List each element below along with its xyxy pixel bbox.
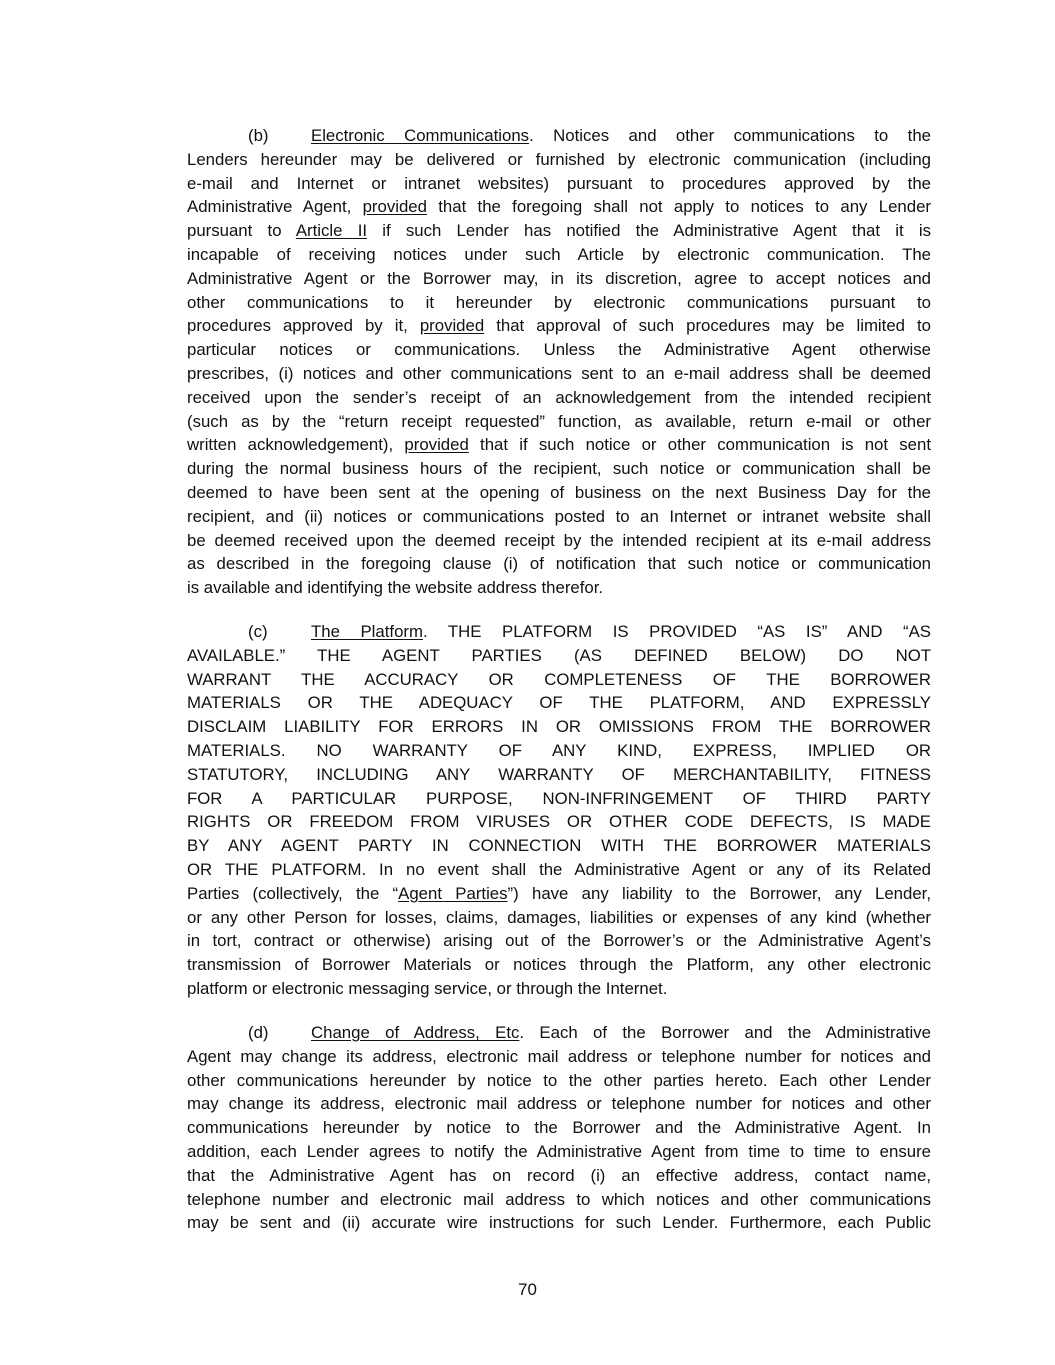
- text-line: [187, 362, 931, 386]
- text-run: MATERIALS OR THE ADEQUACY OF THE PLATFORM, AND EXPRESSLY: [187, 693, 931, 713]
- text-run: BY ANY AGENT PARTY IN CONNECTION WITH THE BORROWER MATERIALS: [187, 836, 931, 856]
- text-line: [187, 291, 931, 315]
- text-line: [187, 858, 931, 882]
- text-line: [187, 457, 931, 481]
- text-run: if such Lender has notified the Administrative Agent that it is: [367, 221, 931, 241]
- text-run: pursuant to: [187, 221, 296, 241]
- text-line: [187, 433, 931, 457]
- text-run: particular notices or communications. Unless the Administrative Agent otherwise: [187, 340, 931, 360]
- text-run: ”) have any liability to the Borrower, any Lender,: [507, 883, 931, 903]
- text-line: [187, 763, 931, 787]
- text-line: [187, 691, 931, 715]
- text-line: [187, 977, 931, 1001]
- text-run: communications hereunder by notice to the Borrower and the Administrative Agent. In: [187, 1118, 931, 1138]
- underlined-term: Agent Parties: [398, 883, 508, 903]
- text-run: may change its address, electronic mail address or telephone number for notices and other: [187, 1094, 931, 1114]
- text-line: [187, 834, 931, 858]
- text-line: [187, 552, 931, 576]
- text-line: [187, 243, 931, 267]
- text-line: [187, 1116, 931, 1140]
- text-run: transmission of Borrower Materials or notices through the Platform, any other electronic: [187, 955, 931, 975]
- text-run: Administrative Agent or the Borrower may, in its discretion, agree to accept notices and: [187, 268, 931, 288]
- text-run: Administrative Agent,: [187, 197, 363, 217]
- text-run: procedures approved by it,: [187, 316, 420, 336]
- text-run: other communications to it hereunder by electronic communications pursuant to: [187, 292, 931, 312]
- underlined-term: provided: [419, 316, 485, 336]
- text-run: AVAILABLE.” THE AGENT PARTIES (AS DEFINED BELOW) DO NOT: [187, 645, 931, 665]
- text-line: [187, 267, 931, 291]
- text-line: [187, 410, 931, 434]
- underlined-term: provided: [362, 197, 427, 217]
- text-run: MATERIALS. NO WARRANTY OF ANY KIND, EXPRESS, IMPLIED OR: [187, 740, 931, 760]
- text-line: [187, 1140, 931, 1164]
- text-line: [187, 338, 931, 362]
- text-line: [187, 1021, 931, 1045]
- section-label: (d): [248, 1023, 269, 1042]
- text-run: Agent may change its address, electronic mail address or telephone number for notices and: [187, 1046, 931, 1066]
- text-line: [187, 195, 931, 219]
- text-run: . Notices and other communications to the: [529, 126, 931, 145]
- text-line: [187, 810, 931, 834]
- text-run: (such as by the “return receipt requested” function, as available, return e-mail or other: [187, 411, 931, 431]
- text-line: [187, 644, 931, 668]
- text-run: in tort, contract or otherwise) arising out of the Borrower’s or the Administrative Agent’s: [187, 931, 931, 951]
- text-line: [187, 1069, 931, 1093]
- text-run: is available and identifying the website address therefor.: [187, 578, 604, 598]
- underlined-term: Electronic Communications: [311, 126, 530, 145]
- text-run: may be sent and (ii) accurate wire instructions for such Lender. Furthermore, each Public: [187, 1213, 931, 1233]
- text-run: that approval of such procedures may be limited to: [484, 316, 931, 336]
- text-line: [187, 739, 931, 763]
- text-run: as described in the foregoing clause (i) of notification that such notice or communication: [187, 554, 931, 574]
- text-run: Parties (collectively, the “: [187, 883, 399, 903]
- text-line: [187, 882, 931, 906]
- text-line: [187, 906, 931, 930]
- text-run: that if such notice or other communication is not sent: [468, 435, 931, 455]
- paragraph-d-change-of-address: [187, 1021, 931, 1235]
- text-run: that the foregoing shall not apply to notices to any Lender: [426, 197, 931, 217]
- underlined-term: Change of Address, Etc: [311, 1023, 520, 1042]
- text-line: [187, 1164, 931, 1188]
- text-line: [187, 620, 931, 644]
- text-line: [187, 172, 931, 196]
- underlined-term: Article II: [295, 221, 368, 241]
- text-run: recipient, and (ii) notices or communications posted to an Internet or intranet website shall: [187, 506, 931, 526]
- text-line: [187, 1045, 931, 1069]
- text-line: [187, 1211, 931, 1235]
- text-run: OR THE PLATFORM. In no event shall the Administrative Agent or any of its Related: [187, 859, 931, 879]
- text-line: [187, 715, 931, 739]
- section-label: (b): [248, 126, 269, 145]
- text-run: received upon the sender’s receipt of an acknowledgement from the intended recipient: [187, 387, 931, 407]
- text-run: be deemed received upon the deemed receipt by the intended recipient at its e-mail address: [187, 530, 931, 550]
- text-run: incapable of receiving notices under such Article by electronic communication. The: [187, 244, 931, 264]
- text-run: deemed to have been sent at the opening of business on the next Business Day for the: [187, 482, 931, 502]
- text-run: e-mail and Internet or intranet websites) pursuant to procedures approved by the: [187, 173, 931, 193]
- text-run: . THE PLATFORM IS PROVIDED “AS IS” AND “AS: [422, 622, 931, 641]
- text-run: during the normal business hours of the recipient, such notice or communication shall be: [187, 459, 931, 479]
- text-run: telephone number and electronic mail address to which notices and other communications: [187, 1189, 931, 1209]
- text-line: [187, 1188, 931, 1212]
- text-line: [187, 505, 931, 529]
- text-run: that the Administrative Agent has on record (i) an effective address, contact name,: [187, 1165, 931, 1185]
- text-run: other communications hereunder by notice to the other parties hereto. Each other Lender: [187, 1070, 931, 1090]
- text-line: [187, 929, 931, 953]
- section-label: (c): [248, 622, 268, 641]
- text-line: [187, 124, 931, 148]
- text-line: [187, 953, 931, 977]
- text-line: [187, 576, 931, 600]
- page-number: 70: [518, 1280, 537, 1299]
- text-run: RIGHTS OR FREEDOM FROM VIRUSES OR OTHER CODE DEFECTS, IS MADE: [187, 812, 931, 832]
- text-line: [187, 219, 931, 243]
- text-run: or any other Person for losses, claims, damages, liabilities or expenses of any kind (whether: [187, 907, 931, 927]
- text-line: [187, 529, 931, 553]
- text-run: FOR A PARTICULAR PURPOSE, NON-INFRINGEMENT OF THIRD PARTY: [187, 788, 931, 808]
- underlined-term: The Platform: [311, 622, 423, 641]
- text-run: platform or electronic messaging service, or through the Internet.: [187, 978, 668, 998]
- text-run: . Each of the Borrower and the Administrative: [519, 1023, 931, 1042]
- text-run: DISCLAIM LIABILITY FOR ERRORS IN OR OMISSIONS FROM THE BORROWER: [187, 717, 931, 737]
- text-line: [187, 148, 931, 172]
- text-run: Lenders hereunder may be delivered or furnished by electronic communication (including: [187, 149, 931, 169]
- text-line: [187, 314, 931, 338]
- text-line: [187, 1092, 931, 1116]
- text-line: [187, 668, 931, 692]
- text-run: WARRANT THE ACCURACY OR COMPLETENESS OF THE BORROWER: [187, 669, 931, 689]
- text-run: addition, each Lender agrees to notify the Administrative Agent from time to time to ensure: [187, 1141, 931, 1161]
- text-line: [187, 481, 931, 505]
- text-line: [187, 386, 931, 410]
- paragraph-c-the-platform: [187, 620, 931, 1001]
- text-line: [187, 787, 931, 811]
- text-run: written acknowledgement),: [187, 435, 405, 455]
- text-run: prescribes, (i) notices and other communications sent to an e-mail address shall be deemed: [187, 363, 931, 383]
- paragraph-b-electronic-communications: [187, 124, 931, 600]
- underlined-term: provided: [404, 435, 469, 455]
- text-run: STATUTORY, INCLUDING ANY WARRANTY OF MERCHANTABILITY, FITNESS: [187, 764, 931, 784]
